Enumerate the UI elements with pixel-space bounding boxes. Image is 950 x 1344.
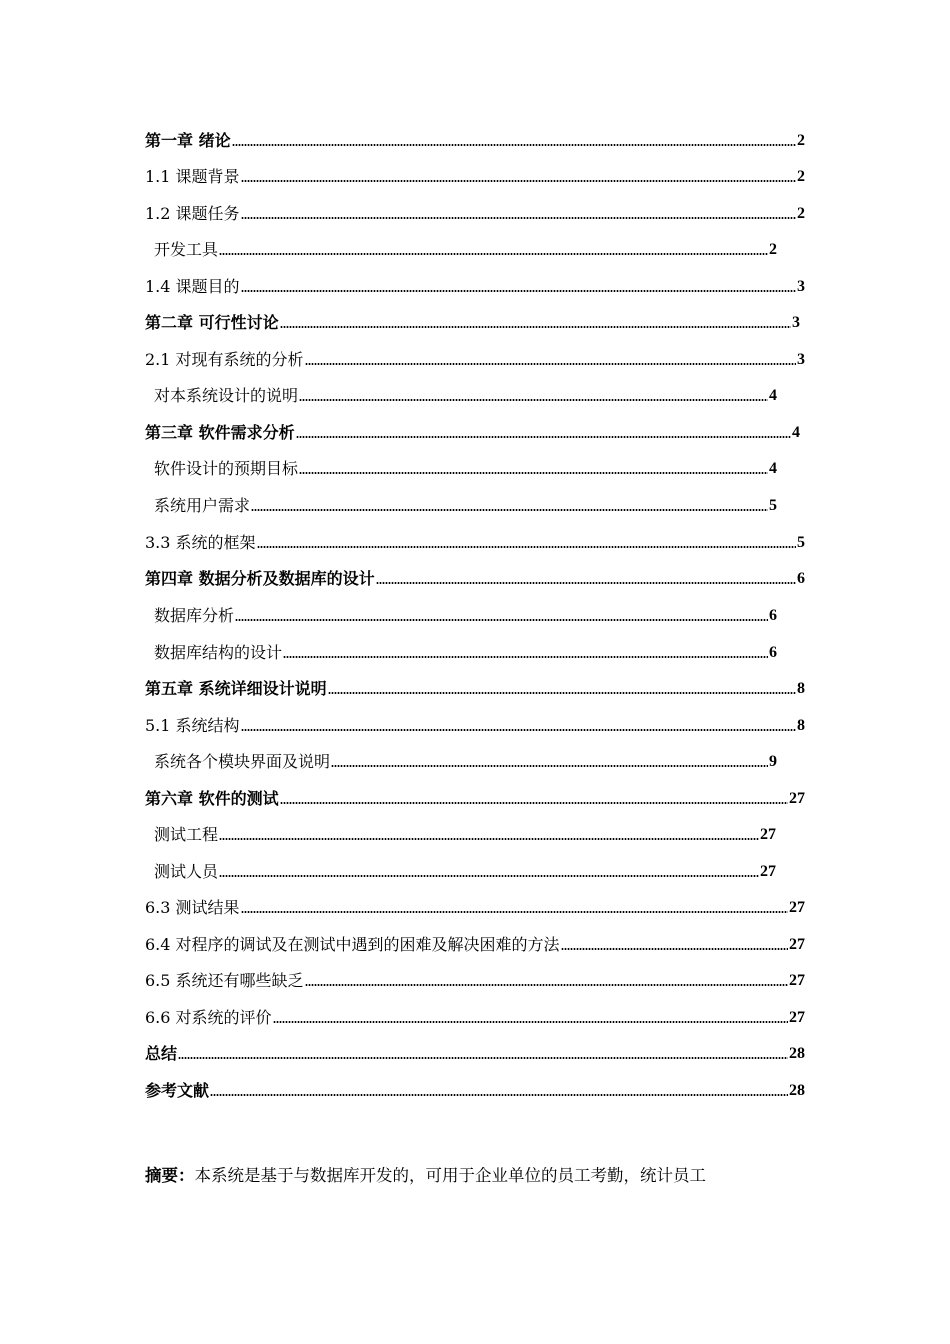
toc-entry-title: 第四章 数据分析及数据库的设计 bbox=[145, 569, 375, 588]
toc-entry-page-number: 27 bbox=[789, 1009, 805, 1026]
toc-entry bbox=[145, 1078, 805, 1102]
toc-dot-leader bbox=[241, 728, 796, 732]
toc-entry-page-number: 4 bbox=[769, 460, 777, 477]
toc-entry bbox=[145, 822, 776, 846]
toc-entry-page-number: 27 bbox=[789, 790, 805, 807]
toc-dot-leader bbox=[280, 801, 788, 805]
toc-entry bbox=[145, 859, 776, 883]
toc-entry-title: 测试人员 bbox=[154, 862, 219, 881]
toc-entry-title: 第一章 绪论 bbox=[145, 131, 231, 150]
toc-dot-leader bbox=[561, 947, 788, 951]
toc-dot-leader bbox=[328, 691, 796, 695]
toc-entry bbox=[145, 786, 805, 810]
toc-entry bbox=[145, 1041, 805, 1065]
toc-entry-page-number: 6 bbox=[769, 607, 777, 624]
toc-entry-page-number: 8 bbox=[797, 717, 805, 734]
toc-entry-page-number: 3 bbox=[797, 278, 805, 295]
toc-entry-title: 5.1 系统结构 bbox=[145, 716, 240, 735]
toc-entry-title: 对本系统设计的说明 bbox=[154, 386, 299, 405]
toc-dot-leader bbox=[251, 508, 768, 512]
toc-entry bbox=[145, 383, 777, 407]
toc-entry-page-number: 28 bbox=[789, 1082, 805, 1099]
toc-entry-title: 6.3 测试结果 bbox=[145, 898, 240, 917]
toc-entry-title: 6.4 对程序的调试及在测试中遇到的困难及解决困难的方法 bbox=[145, 935, 560, 954]
toc-dot-leader bbox=[235, 618, 768, 622]
toc-entry-title: 总结 bbox=[145, 1044, 178, 1063]
toc-entry-title: 第五章 系统详细设计说明 bbox=[145, 679, 327, 698]
toc-dot-leader bbox=[376, 581, 796, 585]
toc-dot-leader bbox=[241, 289, 796, 293]
toc-entry-title: 6.5 系统还有哪些缺乏 bbox=[145, 971, 304, 990]
toc-entry-page-number: 9 bbox=[769, 753, 777, 770]
toc-entry-page-number: 5 bbox=[769, 497, 777, 514]
toc-dot-leader bbox=[241, 910, 788, 914]
toc-entry bbox=[145, 713, 805, 737]
toc-dot-leader bbox=[283, 655, 768, 659]
toc-dot-leader bbox=[273, 1020, 788, 1024]
toc-entry bbox=[145, 603, 777, 627]
toc-entry-title: 3.3 系统的框架 bbox=[145, 533, 256, 552]
toc-entry bbox=[145, 201, 805, 225]
toc-entry bbox=[145, 128, 805, 152]
toc-entry-title: 系统用户需求 bbox=[154, 496, 251, 515]
toc-entry bbox=[145, 237, 777, 261]
toc-entry-title: 数据库结构的设计 bbox=[154, 643, 283, 662]
toc-entry bbox=[145, 676, 805, 700]
toc-dot-leader bbox=[219, 252, 768, 256]
toc-entry-title: 数据库分析 bbox=[154, 606, 235, 625]
toc-entry bbox=[145, 456, 777, 480]
toc-dot-leader bbox=[178, 1056, 788, 1060]
toc-dot-leader bbox=[296, 435, 791, 439]
toc-entry bbox=[145, 274, 805, 298]
toc-entry-page-number: 4 bbox=[769, 387, 777, 404]
toc-dot-leader bbox=[219, 837, 759, 841]
toc-entry-title: 1.2 课题任务 bbox=[145, 204, 240, 223]
toc-entry-title: 6.6 对系统的评价 bbox=[145, 1008, 272, 1027]
toc-dot-leader bbox=[305, 362, 796, 366]
toc-dot-leader bbox=[299, 471, 768, 475]
toc-entry-page-number: 27 bbox=[760, 863, 776, 880]
toc-dot-leader bbox=[241, 216, 796, 220]
toc-dot-leader bbox=[305, 983, 788, 987]
toc-entry-page-number: 2 bbox=[797, 132, 805, 149]
toc-dot-leader bbox=[241, 179, 796, 183]
toc-entry-title: 第二章 可行性讨论 bbox=[145, 313, 279, 332]
toc-dot-leader bbox=[331, 764, 768, 768]
toc-entry bbox=[145, 347, 805, 371]
toc-entry-title: 开发工具 bbox=[154, 240, 219, 259]
toc-dot-leader bbox=[299, 398, 768, 402]
toc-entry-page-number: 6 bbox=[797, 570, 805, 587]
abstract-text: 本系统是基于与数据库开发的，可用于企业单位的员工考勤，统计员工 bbox=[194, 1166, 706, 1185]
toc-entry-page-number: 27 bbox=[789, 936, 805, 953]
toc-entry bbox=[145, 310, 800, 334]
toc-entry bbox=[145, 895, 805, 919]
toc-entry bbox=[145, 493, 777, 517]
toc-entry-page-number: 4 bbox=[792, 424, 800, 441]
toc-entry-page-number: 8 bbox=[797, 680, 805, 697]
toc-entry-title: 第六章 软件的测试 bbox=[145, 789, 279, 808]
toc-dot-leader bbox=[257, 545, 796, 549]
toc-entry-page-number: 3 bbox=[792, 314, 800, 331]
toc-entry bbox=[145, 749, 777, 773]
toc-entry-page-number: 27 bbox=[789, 899, 805, 916]
toc-entry bbox=[145, 530, 805, 554]
toc-entry-page-number: 3 bbox=[797, 351, 805, 368]
toc-entry-title: 1.4 课题目的 bbox=[145, 277, 240, 296]
toc-entry-page-number: 2 bbox=[797, 205, 805, 222]
toc-entry-page-number: 2 bbox=[769, 241, 777, 258]
toc-entry-title: 软件设计的预期目标 bbox=[154, 459, 299, 478]
toc-entry-page-number: 27 bbox=[789, 972, 805, 989]
toc-entry-page-number: 2 bbox=[797, 168, 805, 185]
toc-entry-title: 系统各个模块界面及说明 bbox=[154, 752, 331, 771]
toc-entry bbox=[145, 164, 805, 188]
toc-entry bbox=[145, 932, 805, 956]
toc-entry bbox=[145, 968, 805, 992]
toc-entry-title: 2.1 对现有系统的分析 bbox=[145, 350, 304, 369]
toc-entry-title: 参考文献 bbox=[145, 1081, 210, 1100]
toc-dot-leader bbox=[219, 874, 759, 878]
toc-entry bbox=[145, 1005, 805, 1029]
toc-entry bbox=[145, 420, 800, 444]
toc-entry-page-number: 6 bbox=[769, 644, 777, 661]
toc-entry-title: 第三章 软件需求分析 bbox=[145, 423, 295, 442]
toc-entry-title: 1.1 课题背景 bbox=[145, 167, 240, 186]
abstract-paragraph bbox=[145, 1163, 825, 1189]
toc-entry bbox=[145, 640, 777, 664]
toc-dot-leader bbox=[210, 1093, 788, 1097]
toc-dot-leader bbox=[232, 143, 796, 147]
toc-entry-page-number: 5 bbox=[797, 534, 805, 551]
toc-entry-page-number: 28 bbox=[789, 1045, 805, 1062]
abstract-label: 摘要： bbox=[145, 1166, 195, 1185]
toc-entry bbox=[145, 566, 805, 590]
toc-entry-title: 测试工程 bbox=[154, 825, 219, 844]
toc-entry-page-number: 27 bbox=[760, 826, 776, 843]
toc-dot-leader bbox=[280, 325, 791, 329]
